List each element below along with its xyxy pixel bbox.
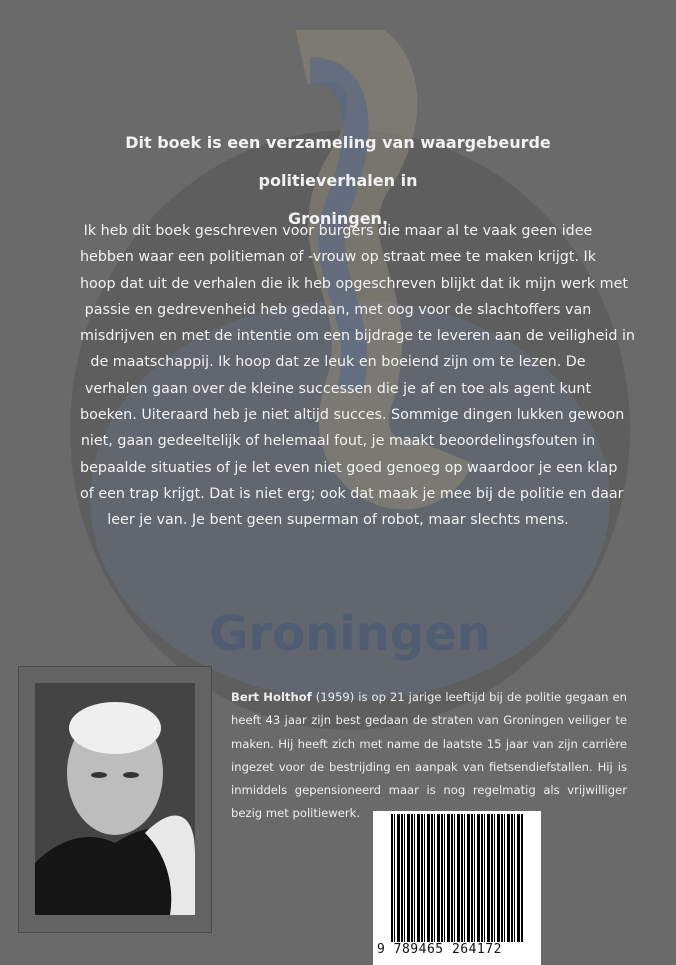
blurb-line: hebben waar een politieman of -vrouw op straat mee te maken krijgt. Ik <box>80 249 597 266</box>
blurb-line: misdrijven en met de intentie om een bijdrage te leveren aan de veiligheid in <box>80 328 635 345</box>
blurb-line: passie en gedrevenheid heb gedaan, met oog voor de slachtoffers van <box>84 301 592 318</box>
author-photo-frame <box>18 666 212 933</box>
blurb-line: bepaalde situaties of je let even niet goed genoeg op waardoor je een klap <box>80 459 618 476</box>
blurb-line: Ik heb dit boek geschreven voor burgers die maar al te vaak geen idee <box>83 223 593 239</box>
blurb <box>80 218 635 534</box>
headline-line: Groningen. <box>287 209 389 228</box>
author-photo <box>35 683 195 915</box>
headline-line: Dit boek is een verzameling van waargebeurde politieverhalen in <box>125 133 551 190</box>
blurb-line: verhalen gaan over de kleine successen die je af en toe als agent kunt <box>84 380 592 397</box>
isbn-number: 9 789465 264172 <box>377 942 506 957</box>
blurb-line: de maatschappij. Ik hoop dat ze leuk en boeiend zijn om te lezen. De <box>90 354 586 371</box>
blurb-line: hoop dat uit de verhalen die ik heb opgeschreven blijkt dat ik mijn werk met <box>80 275 628 292</box>
blurb-line: of een trap krijgt. Dat is niet erg; ook dat maak je mee bij de politie en daar <box>80 485 624 502</box>
barcode-bars <box>391 814 523 942</box>
blurb-line: leer je van. Je bent geen superman of robot, maar slechts mens. <box>107 512 569 529</box>
blurb-line: boeken. Uiteraard heb je niet altijd succes. Sommige dingen lukken gewoon <box>80 407 625 424</box>
author-bio-text: (1959) is op 21 jarige leeftijd bij de politie gegaan en heeft 43 jaar zijn best gedaan de straten van Groningen veiliger te maken. Hij heeft zich met name de laatste 15 jaar van zijn carrière ingezet voor de bestrijding en aanpak van fietsendiefstallen. Hij is inmiddels gepensioneerd maar is nog regelmatig als vrijwilliger bezig met politiewerk. <box>231 690 627 821</box>
author-name: Bert Holthof <box>231 690 312 704</box>
author-bio <box>231 686 627 826</box>
svg-text:Groningen: Groningen <box>209 606 491 662</box>
isbn-barcode <box>373 811 541 965</box>
blurb-line: niet, gaan gedeeltelijk of helemaal fout, je maakt beoordelingsfouten in <box>80 433 596 450</box>
